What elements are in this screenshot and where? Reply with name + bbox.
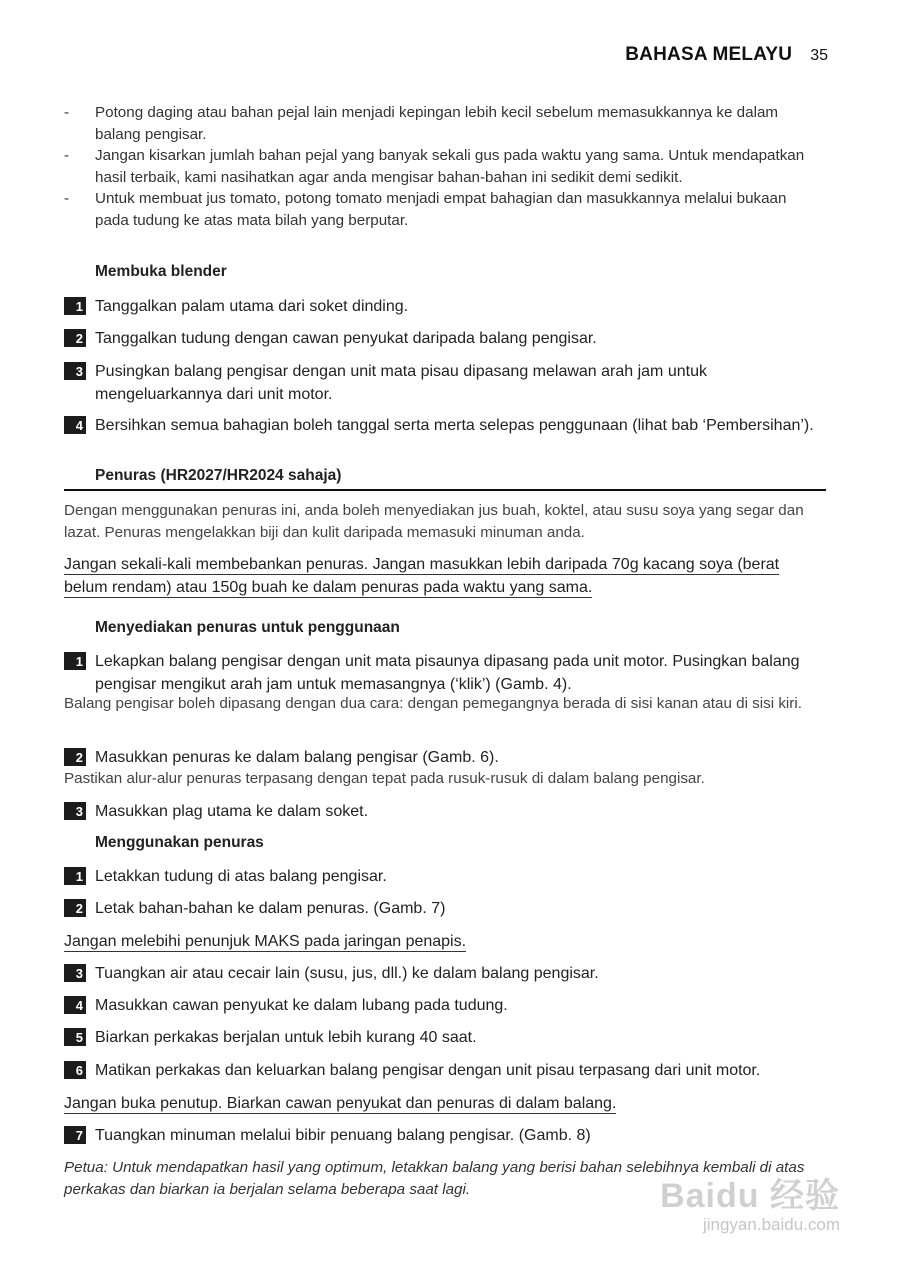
list-item: [64, 145, 824, 188]
step-number: 3: [64, 802, 86, 820]
step-number: 5: [64, 1028, 86, 1046]
step-text: Lekapkan balang pengisar dengan unit mata pisaunya dipasang pada unit motor. Pusingkan balang pengisar mengikut arah jam untuk memasangnya (‘klik’) (Gamb. 4).: [95, 653, 800, 693]
step-number: 1: [64, 297, 86, 315]
step-prepare-1: [64, 650, 824, 696]
list-item-text: Untuk membuat jus tomato, potong tomato menjadi empat bahagian dan masukkannya melalui bukaan pada tudung ke atas mata bilah yang berputar.: [95, 190, 787, 229]
step-text: Letak bahan-bahan ke dalam penuras. (Gamb. 7): [95, 900, 446, 917]
step-number: 2: [64, 899, 86, 917]
step-number: 4: [64, 416, 86, 434]
page-header: [625, 44, 828, 66]
step-open-3: [64, 360, 824, 406]
step-number: 1: [64, 652, 86, 670]
use-warning-max: [64, 930, 824, 953]
step-text: Letakkan tudung di atas balang pengisar.: [95, 868, 387, 885]
filter-warning: [64, 553, 824, 599]
tips-list: [64, 102, 824, 231]
list-item: [64, 102, 824, 145]
watermark-logo: Baidu 经验: [660, 1177, 840, 1215]
step-number: 3: [64, 964, 86, 982]
step-use-3: [64, 962, 824, 985]
watermark-site: jingyan.baidu.com: [702, 1215, 840, 1234]
step-text: Tuangkan air atau cecair lain (susu, jus, dll.) ke dalam balang pengisar.: [95, 965, 599, 982]
step-number: 7: [64, 1126, 86, 1144]
step-text: Masukkan plag utama ke dalam soket.: [95, 803, 369, 820]
warning-text: Jangan melebihi penunjuk MAKS pada jaringan penapis.: [64, 933, 467, 950]
step-text: Tanggalkan palam utama dari soket dinding.: [95, 298, 409, 315]
section-heading-prepare: Menyediakan penuras untuk penggunaan: [95, 619, 400, 636]
use-warning-lid: [64, 1092, 824, 1115]
step-use-5: [64, 1026, 824, 1049]
section-divider: [64, 489, 826, 491]
step-use-6: [64, 1059, 824, 1082]
step-number: 2: [64, 748, 86, 766]
step-number: 6: [64, 1061, 86, 1079]
bullet-marker: -: [64, 190, 70, 207]
section-heading-filter: Penuras (HR2027/HR2024 sahaja): [95, 467, 342, 484]
filter-intro: Dengan menggunakan penuras ini, anda boleh menyediakan jus buah, koktel, atau susu soya yang segar dan lazat. Penuras mengelakkan biji dan kulit daripada memasuki minuman anda.: [64, 502, 804, 541]
step-text: Masukkan penuras ke dalam balang pengisar (Gamb. 6).: [95, 749, 499, 766]
step-text: Bersihkan semua bahagian boleh tanggal serta merta selepas penggunaan (lihat bab ‘Pembersihan’).: [95, 417, 814, 434]
step-open-1: [64, 295, 824, 318]
step-text: Masukkan cawan penyukat ke dalam lubang pada tudung.: [95, 997, 508, 1014]
section-heading-use: Menggunakan penuras: [95, 834, 264, 851]
step-text: Tuangkan minuman melalui bibir penuang balang pengisar. (Gamb. 8): [95, 1127, 591, 1144]
step-number: 4: [64, 996, 86, 1014]
step-open-4: [64, 414, 824, 437]
step-number: 2: [64, 329, 86, 347]
step-number: 3: [64, 362, 86, 380]
step-prepare-3: [64, 800, 824, 823]
step-text: Pusingkan balang pengisar dengan unit mata pisau dipasang melawan arah jam untuk mengeluarkannya dari unit motor.: [95, 363, 707, 403]
step-note: Pastikan alur-alur penuras terpasang dengan tepat pada rusuk-rusuk di dalam balang pengisar.: [64, 770, 705, 787]
step-text: Tanggalkan tudung dengan cawan penyukat daripada balang pengisar.: [95, 330, 597, 347]
step-number: 1: [64, 867, 86, 885]
page-number: 35: [810, 47, 828, 64]
step-use-1: [64, 865, 824, 888]
step-use-4: [64, 994, 824, 1017]
language-title: BAHASA MELAYU: [625, 44, 793, 65]
step-prepare-2: [64, 746, 824, 769]
step-use-7: [64, 1124, 824, 1147]
bullet-marker: -: [64, 147, 70, 164]
step-text: Biarkan perkakas berjalan untuk lebih kurang 40 saat.: [95, 1029, 477, 1046]
section-heading-open: Membuka blender: [95, 263, 227, 280]
list-item: [64, 188, 824, 231]
step-use-2: [64, 897, 824, 920]
bullet-marker: -: [64, 104, 70, 121]
watermark: [660, 1168, 840, 1235]
step-open-2: [64, 327, 824, 350]
step-text: Matikan perkakas dan keluarkan balang pengisar dengan unit pisau terpasang dari unit motor.: [95, 1062, 761, 1079]
list-item-text: Jangan kisarkan jumlah bahan pejal yang banyak sekali gus pada waktu yang sama. Untuk mendapatkan hasil terbaik, kami nasihatkan agar anda mengisar bahan-bahan ini sedikit demi sedikit.: [95, 147, 805, 186]
list-item-text: Potong daging atau bahan pejal lain menjadi kepingan lebih kecil sebelum memasukkannya ke dalam balang pengisar.: [95, 104, 779, 143]
tip-text: Petua: Untuk mendapatkan hasil yang optimum, letakkan balang yang berisi bahan selebihnya kembali di atas perkakas dan biarkan ia berjalan selama beberapa saat lagi.: [64, 1159, 805, 1198]
warning-text: Jangan buka penutup. Biarkan cawan penyukat dan penuras di dalam balang.: [64, 1095, 617, 1112]
step-note: Balang pengisar boleh dipasang dengan dua cara: dengan pemegangnya berada di sisi kanan atau di sisi kiri.: [64, 695, 802, 712]
warning-text: Jangan sekali-kali membebankan penuras. Jangan masukkan lebih daripada 70g kacang soya (berat belum rendam) atau 150g buah ke dalam penuras pada waktu yang sama.: [64, 556, 780, 596]
